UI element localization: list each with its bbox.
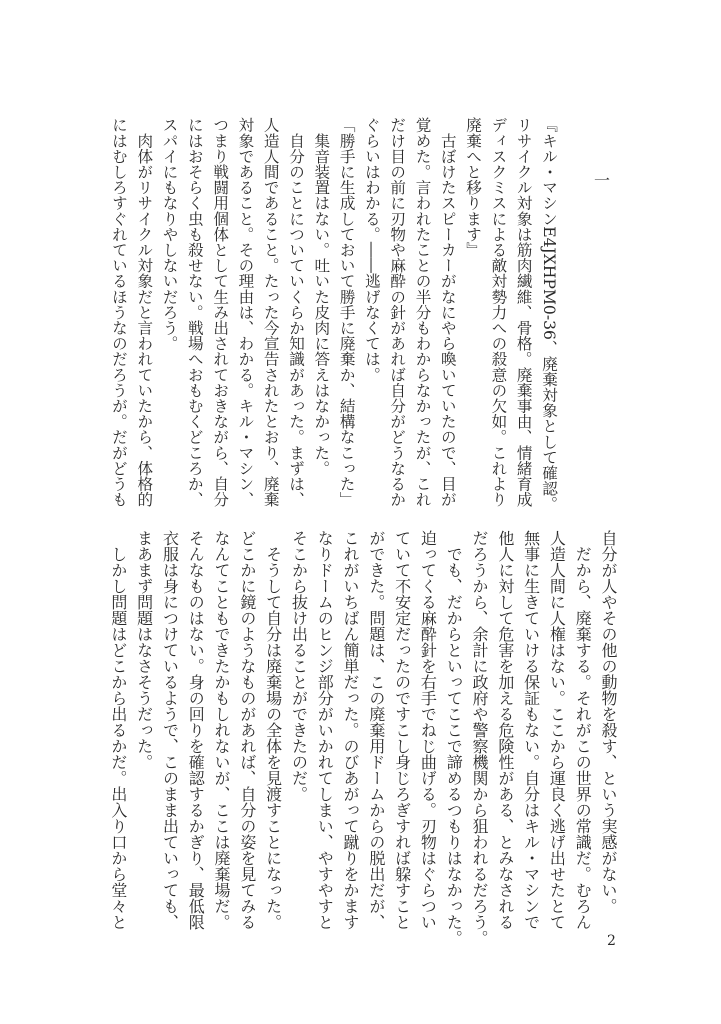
text-line: 覚めた。言われたことの半分もわからなかったが、これ [413,117,432,507]
text-line: つまり戦闘用個体として生み出されておきながら、自分 [211,117,230,507]
text-line: リサイクル対象は筋肉繊維、骨格。廃棄事由、情緒育成 [514,117,533,507]
text-line: にはむしろすぐれているほうなのだろうが。だがどうも [109,117,128,507]
text-line: ぐらいはわかる。――逃げなくては。 [362,117,381,383]
chapter-number: 一 [594,171,611,190]
text-line: でも、だからといってここで諦めるつもりはなかった。 [444,530,464,946]
text-line: なりドームのヒンジ部分がいかれてしまい、やすやすと [315,530,335,930]
text-line: 肉体がリサイクル対象だと言われていたから、体格的 [135,117,154,507]
text-line: だから、廃棄する。それがこの世界の常識だ。むろん [573,530,593,930]
text-line: 廃棄へと移ります』 [464,117,483,258]
text-line: ディスクミスによる敵対勢力への殺意の欠如。これより [489,117,508,507]
text-block-top [105,117,561,512]
text-line: だろうから、余計に政府や警察機関から狙われるだろう。 [470,530,490,946]
text-line: 「勝手に生成しておいて勝手に廃棄か、結構なこった」 [337,117,356,507]
text-line: ができた。問題は、この廃棄用ドームからの脱出だが、 [366,530,386,930]
text-line: 無事に生きていける保証もない。自分はキル・マシンで [521,530,541,930]
text-line: ていて不安定だったのですこし身じろぎすれば躱すこと [392,530,412,930]
page-number: 2 [607,933,616,949]
text-line: まあまず問題はなさそうだった。 [134,530,154,770]
text-line: なんてこともできたかもしれないが、ここは廃棄場だ。 [212,530,232,930]
text-block-bottom [103,530,621,946]
text-line: そこから抜け出ることができたのだ。 [289,530,309,802]
text-line: これがいちばん簡単だった。のびあがって蹴りをかます [341,530,361,930]
text-line: 人造人間であること。たった今宣告されたとおり、廃棄 [261,117,280,507]
text-line: そんなものはない。身の回りを確認するかぎり、最低限 [186,530,206,930]
text-line: 迫ってくる麻酔針を右手でねじ曲げる。刃物はぐらつい [418,530,438,930]
text-line: 『キル・マシンE4JXHPM0‐36、廃棄対象として確認。 [540,117,558,512]
text-line: どこかに鏡のようなものがあれば、自分の姿を見てみる [237,530,257,930]
text-line: 人造人間に人権はない。ここから運良く逃げ出せたとて [547,530,567,930]
text-line: だけ目の前に刃物や麻酔の針があれば自分がどうなるか [388,117,407,507]
text-line: スパイにもなりやしないだろう。 [160,117,179,351]
text-line: 他人に対して危害を加える危険性がある、とみなされる [495,530,515,930]
text-line: 自分のことについていくらか知識があった。まずは、 [287,117,306,507]
text-line: しかし問題はどこから出るかだ。出入り口から堂々と [108,530,128,930]
text-line: そうして自分は廃棄場の全体を見渡すことになった。 [263,530,283,930]
text-line: 衣服は身につけているようで、このまま出ていっても、 [160,530,180,930]
text-line: にはおそらく虫も殺せない。戦場へおもむくどころか、 [185,117,204,507]
text-line: 古ぼけたスピーカーがなにやら喚いていたので、目が [438,117,457,507]
text-line: 自分が人やその他の動物を殺す、という実感がない。 [599,530,618,914]
text-line: 集音装置はない。吐いた皮肉に答えはなかった。 [312,117,331,476]
text-line: 対象であること。その理由は、わかる。キル・マシン、 [236,117,255,507]
